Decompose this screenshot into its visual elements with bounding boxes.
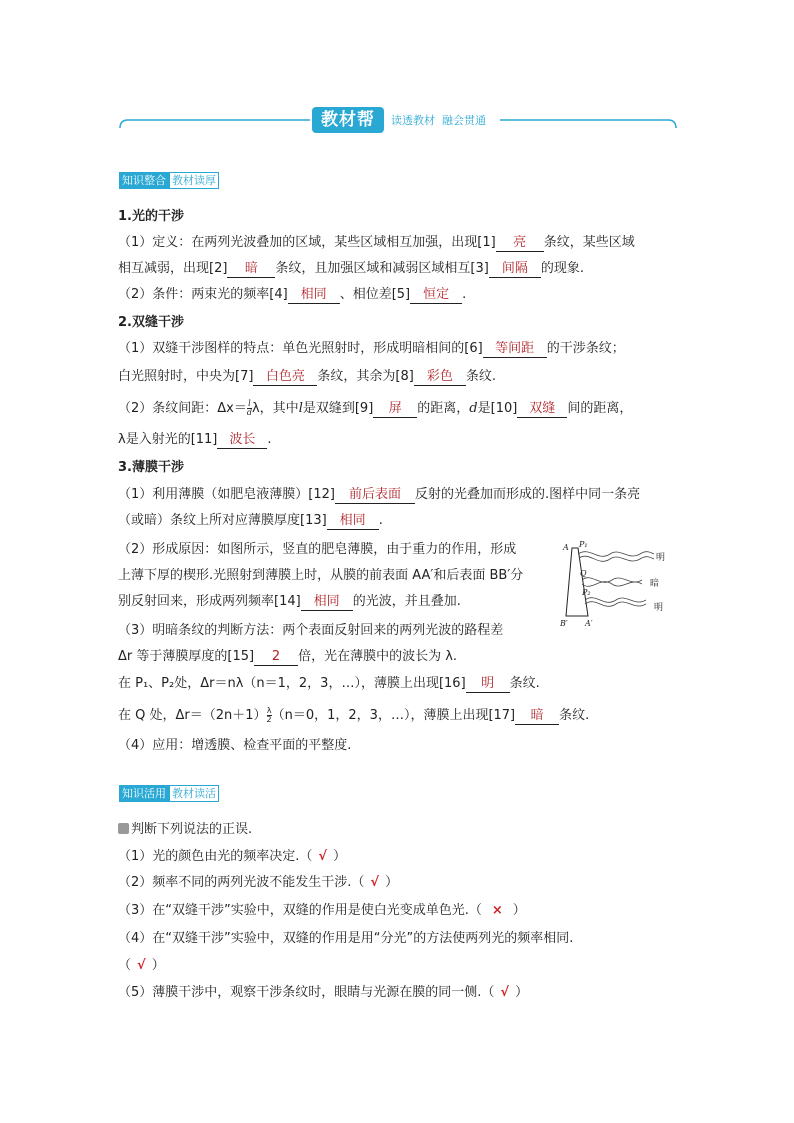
quiz-item-3: （3）在“双缝干涉”实验中，双缝的作用是使白光变成单色光.（ × ） [118, 901, 526, 921]
topic3-line1: （1）利用薄膜（如肥皂液薄膜）[12] 前后表面 反射的光叠加而形成的.图样中同一条亮 [118, 487, 641, 502]
mark-4: √ [137, 958, 146, 973]
topic2-line3: （2）条纹间距：Δx＝ $\frac{l}{d}$ λ，其中l是双缝到[9] 屏 的距离，d是[10] 双缝 间的距离， [118, 399, 633, 417]
topic1-line2: 相互减弱，出现[2] 暗 条纹，且加强区域和减弱区域相互[3] 间隔 的现象. [118, 261, 584, 276]
quiz-intro: 判断下列说法的正误. [118, 820, 252, 840]
topic1-line3: （2）条件：两束光的频率[4] 相同 、相位差[5] 恒定 . [118, 287, 467, 302]
answer-16: 明 [466, 675, 510, 693]
answer-5: 恒定 [410, 286, 462, 304]
fig-label-p2: P₂ [582, 588, 591, 597]
topic3-line7: Δr 等于薄膜厚度的[15] 2 倍，光在薄膜中的波长为 λ. [118, 649, 458, 664]
quiz-item-4: （4）在“双缝干涉”实验中，双缝的作用是用“分光”的方法使两列光的频率相同. [118, 931, 574, 946]
fig-label-b-prime: B′ [560, 619, 568, 628]
fig-label-bright-2: 明 [654, 603, 664, 613]
fig-label-dark: 暗 [650, 579, 660, 589]
mark-2: √ [370, 875, 380, 890]
answer-4: 相同 [288, 286, 340, 304]
topic3-line8: 在 P₁、P₂处，Δr＝nλ（n＝1，2，3，…），薄膜上出现[16] 明 条纹. [118, 676, 540, 691]
quiz-item-4-answer: （ √ ） [118, 956, 165, 976]
header-subtitle: 读透教材 融会贯通 [391, 114, 486, 127]
header-badge: 教材帮 [312, 107, 384, 133]
fig-label-p1: P₁ [579, 540, 588, 549]
answer-7: 白色亮 [253, 368, 317, 386]
topic3-line2: （或暗）条纹上所对应薄膜厚度[13] 相同 . [118, 513, 383, 528]
topic3-line4: 上薄下厚的楔形.光照射到薄膜上时，从膜的前表面 AA′和后表面 BB′分 [118, 568, 524, 583]
quiz-item-2: （2）频率不同的两列光波不能发生干涉.（ √ ） [118, 873, 398, 893]
tag-label-a: 知识整合 [119, 172, 169, 189]
topic3-title: 3.薄膜干涉 [118, 460, 184, 475]
topic1-title: 1.光的干涉 [118, 209, 184, 224]
thin-film-figure [558, 538, 670, 628]
topic1-line1: （1）定义：在两列光波叠加的区域，某些区域相互加强，出现[1] 亮 条纹，某些区域 [118, 235, 635, 250]
mark-5: √ [500, 985, 510, 1000]
tag-label-b: 教材读厚 [169, 172, 219, 189]
answer-3: 间隔 [489, 260, 541, 278]
answer-17: 暗 [515, 707, 559, 725]
mark-3: × [491, 903, 503, 918]
answer-15: 2 [254, 648, 298, 666]
answer-2: 暗 [227, 260, 275, 278]
mark-1: √ [318, 849, 328, 864]
answer-6: 等间距 [483, 340, 547, 358]
topic2-title: 2.双缝干涉 [118, 315, 184, 330]
fig-label-a: A [563, 543, 569, 552]
tag-label-b: 教材读活 [169, 785, 219, 802]
answer-1: 亮 [496, 234, 544, 252]
fig-label-q: Q [580, 569, 587, 578]
answer-10: 双缝 [517, 400, 567, 418]
answer-14: 相同 [301, 593, 353, 611]
topic3-line5: 别反射回来，形成两列频率[14] 相同 的光波，并且叠加. [118, 594, 461, 609]
topic3-line3: （2）形成原因：如图所示，竖直的肥皂薄膜，由于重力的作用，形成 [118, 542, 517, 557]
topic2-line4: λ是入射光的[11] 波长 . [118, 432, 272, 447]
tag-label-a: 知识活用 [119, 785, 169, 802]
topic2-line1: （1）双缝干涉图样的特点：单色光照射时，形成明暗相间的[6] 等间距 的干涉条纹； [118, 341, 625, 356]
fraction-lambda-over-2: $\frac{\lambda}{2}$ [266, 706, 272, 724]
answer-11: 波长 [217, 431, 267, 449]
section-tag-application [119, 785, 219, 802]
topic2-line2: 白光照射时，中央为[7] 白色亮 条纹，其余为[8] 彩色 条纹. [118, 369, 496, 384]
section-tag-integration [119, 172, 219, 189]
answer-12: 前后表面 [335, 486, 415, 504]
fig-label-bright-1: 明 [656, 553, 666, 563]
answer-8: 彩色 [414, 368, 466, 386]
question-icon [118, 823, 129, 834]
answer-9: 屏 [373, 400, 417, 418]
topic3-line10: （4）应用：增透膜、检查平面的平整度. [118, 738, 352, 753]
quiz-item-1: （1）光的颜色由光的频率决定.（ √ ） [118, 847, 346, 867]
topic3-line9: 在 Q 处，Δr＝（2n＋1） $\frac{\lambda}{2}$ （n＝0，1，2，3，…），薄膜上出现[17] 暗 条纹. [118, 706, 590, 724]
topic3-line6: （3）明暗条纹的判断方法：两个表面反射回来的两列光波的路程差 [118, 623, 504, 638]
fraction-l-over-d: $\frac{l}{d}$ [246, 399, 252, 417]
fig-label-a-prime: A′ [585, 619, 593, 628]
answer-13: 相同 [327, 512, 379, 530]
quiz-item-5: （5）薄膜干涉中，观察干涉条纹时，眼睛与光源在膜的同一侧.（ √ ） [118, 983, 528, 1003]
